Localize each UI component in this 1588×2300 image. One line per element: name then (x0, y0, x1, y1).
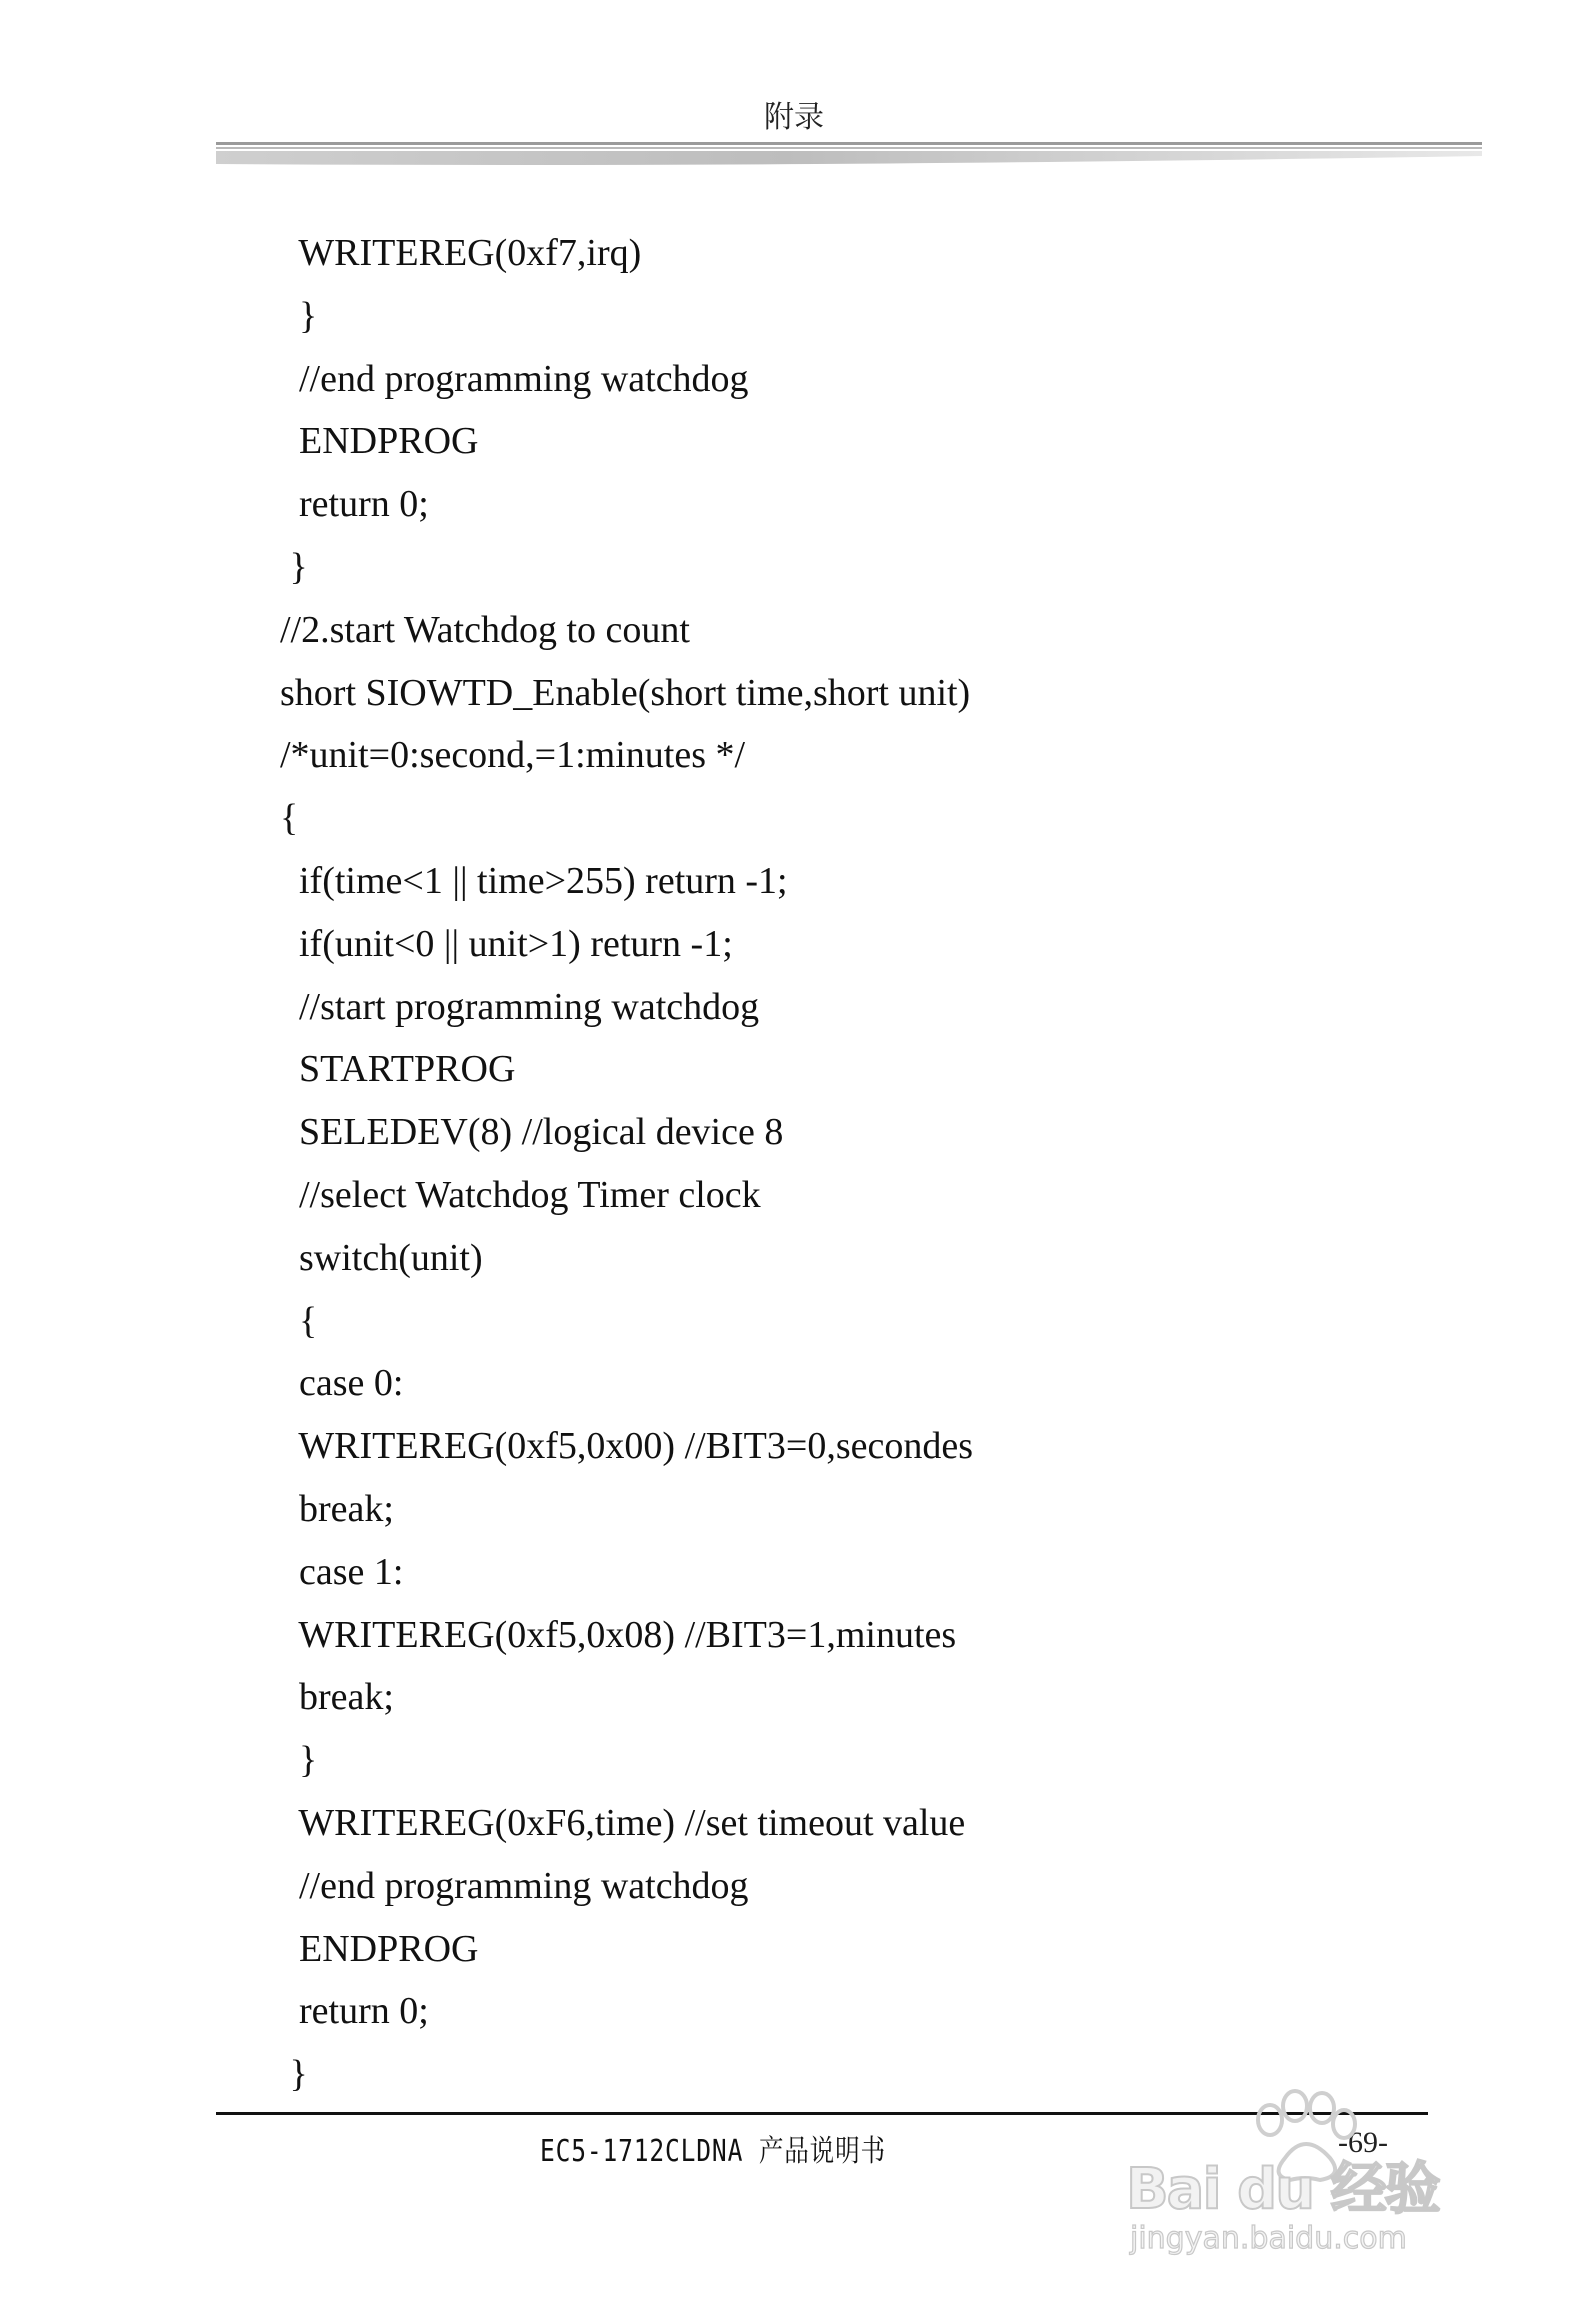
code-line: //select Watchdog Timer clock (280, 1173, 761, 1216)
code-line: break; (280, 1676, 394, 1719)
code-line: WRITEREG(0xf7,irq) (280, 232, 642, 274)
code-line: return 0; (280, 1990, 429, 2033)
code-line: //2.start Watchdog to count (280, 608, 690, 651)
code-line: break; (280, 1487, 394, 1530)
code-line: switch(unit) (280, 1236, 483, 1279)
code-line: return 0; (280, 483, 429, 526)
code-line: SELEDEV(8) //logical device 8 (280, 1111, 784, 1154)
footer-product-title: EC5-1712CLDNA 产品说明书 (540, 2134, 886, 2169)
code-line: case 1: (280, 1550, 404, 1593)
page-number: -69- (1338, 2126, 1388, 2159)
code-line: } (280, 294, 318, 337)
code-line: WRITEREG(0xf5,0x08) //BIT3=1,minutes (280, 1613, 957, 1656)
code-line: WRITEREG(0xF6,time) //set timeout value (280, 1801, 966, 1844)
code-line: /*unit=0:second,=1:minutes */ (280, 734, 746, 777)
code-line: } (280, 2053, 308, 2096)
code-line: ENDPROG (280, 1927, 479, 1970)
code-line: if(unit<0 || unit>1) return -1; (280, 922, 733, 965)
code-line: STARTPROG (280, 1048, 516, 1091)
watermark-brand: Bai du 经验 (1126, 2157, 1439, 2222)
code-line: { (280, 1299, 318, 1342)
code-line: short SIOWTD_Enable(short time,short unit) (280, 671, 971, 714)
code-line: } (280, 545, 308, 588)
code-line: { (280, 797, 299, 840)
code-line: //end programming watchdog (280, 1864, 749, 1907)
baidu-jingyan-watermark (1120, 2058, 1500, 2258)
header-rule (216, 142, 1482, 182)
code-line: ENDPROG (280, 420, 479, 463)
header-title: 附录 (764, 100, 824, 135)
code-line: //start programming watchdog (280, 985, 760, 1028)
code-line: case 0: (280, 1362, 404, 1405)
code-line: WRITEREG(0xf5,0x00) //BIT3=0,secondes (280, 1425, 973, 1468)
code-line: if(time<1 || time>255) return -1; (280, 859, 788, 902)
watermark-url: jingyan.baidu.com (1130, 2221, 1407, 2256)
code-line: } (280, 1739, 318, 1782)
code-block (280, 222, 973, 2106)
code-line: //end programming watchdog (280, 357, 749, 400)
